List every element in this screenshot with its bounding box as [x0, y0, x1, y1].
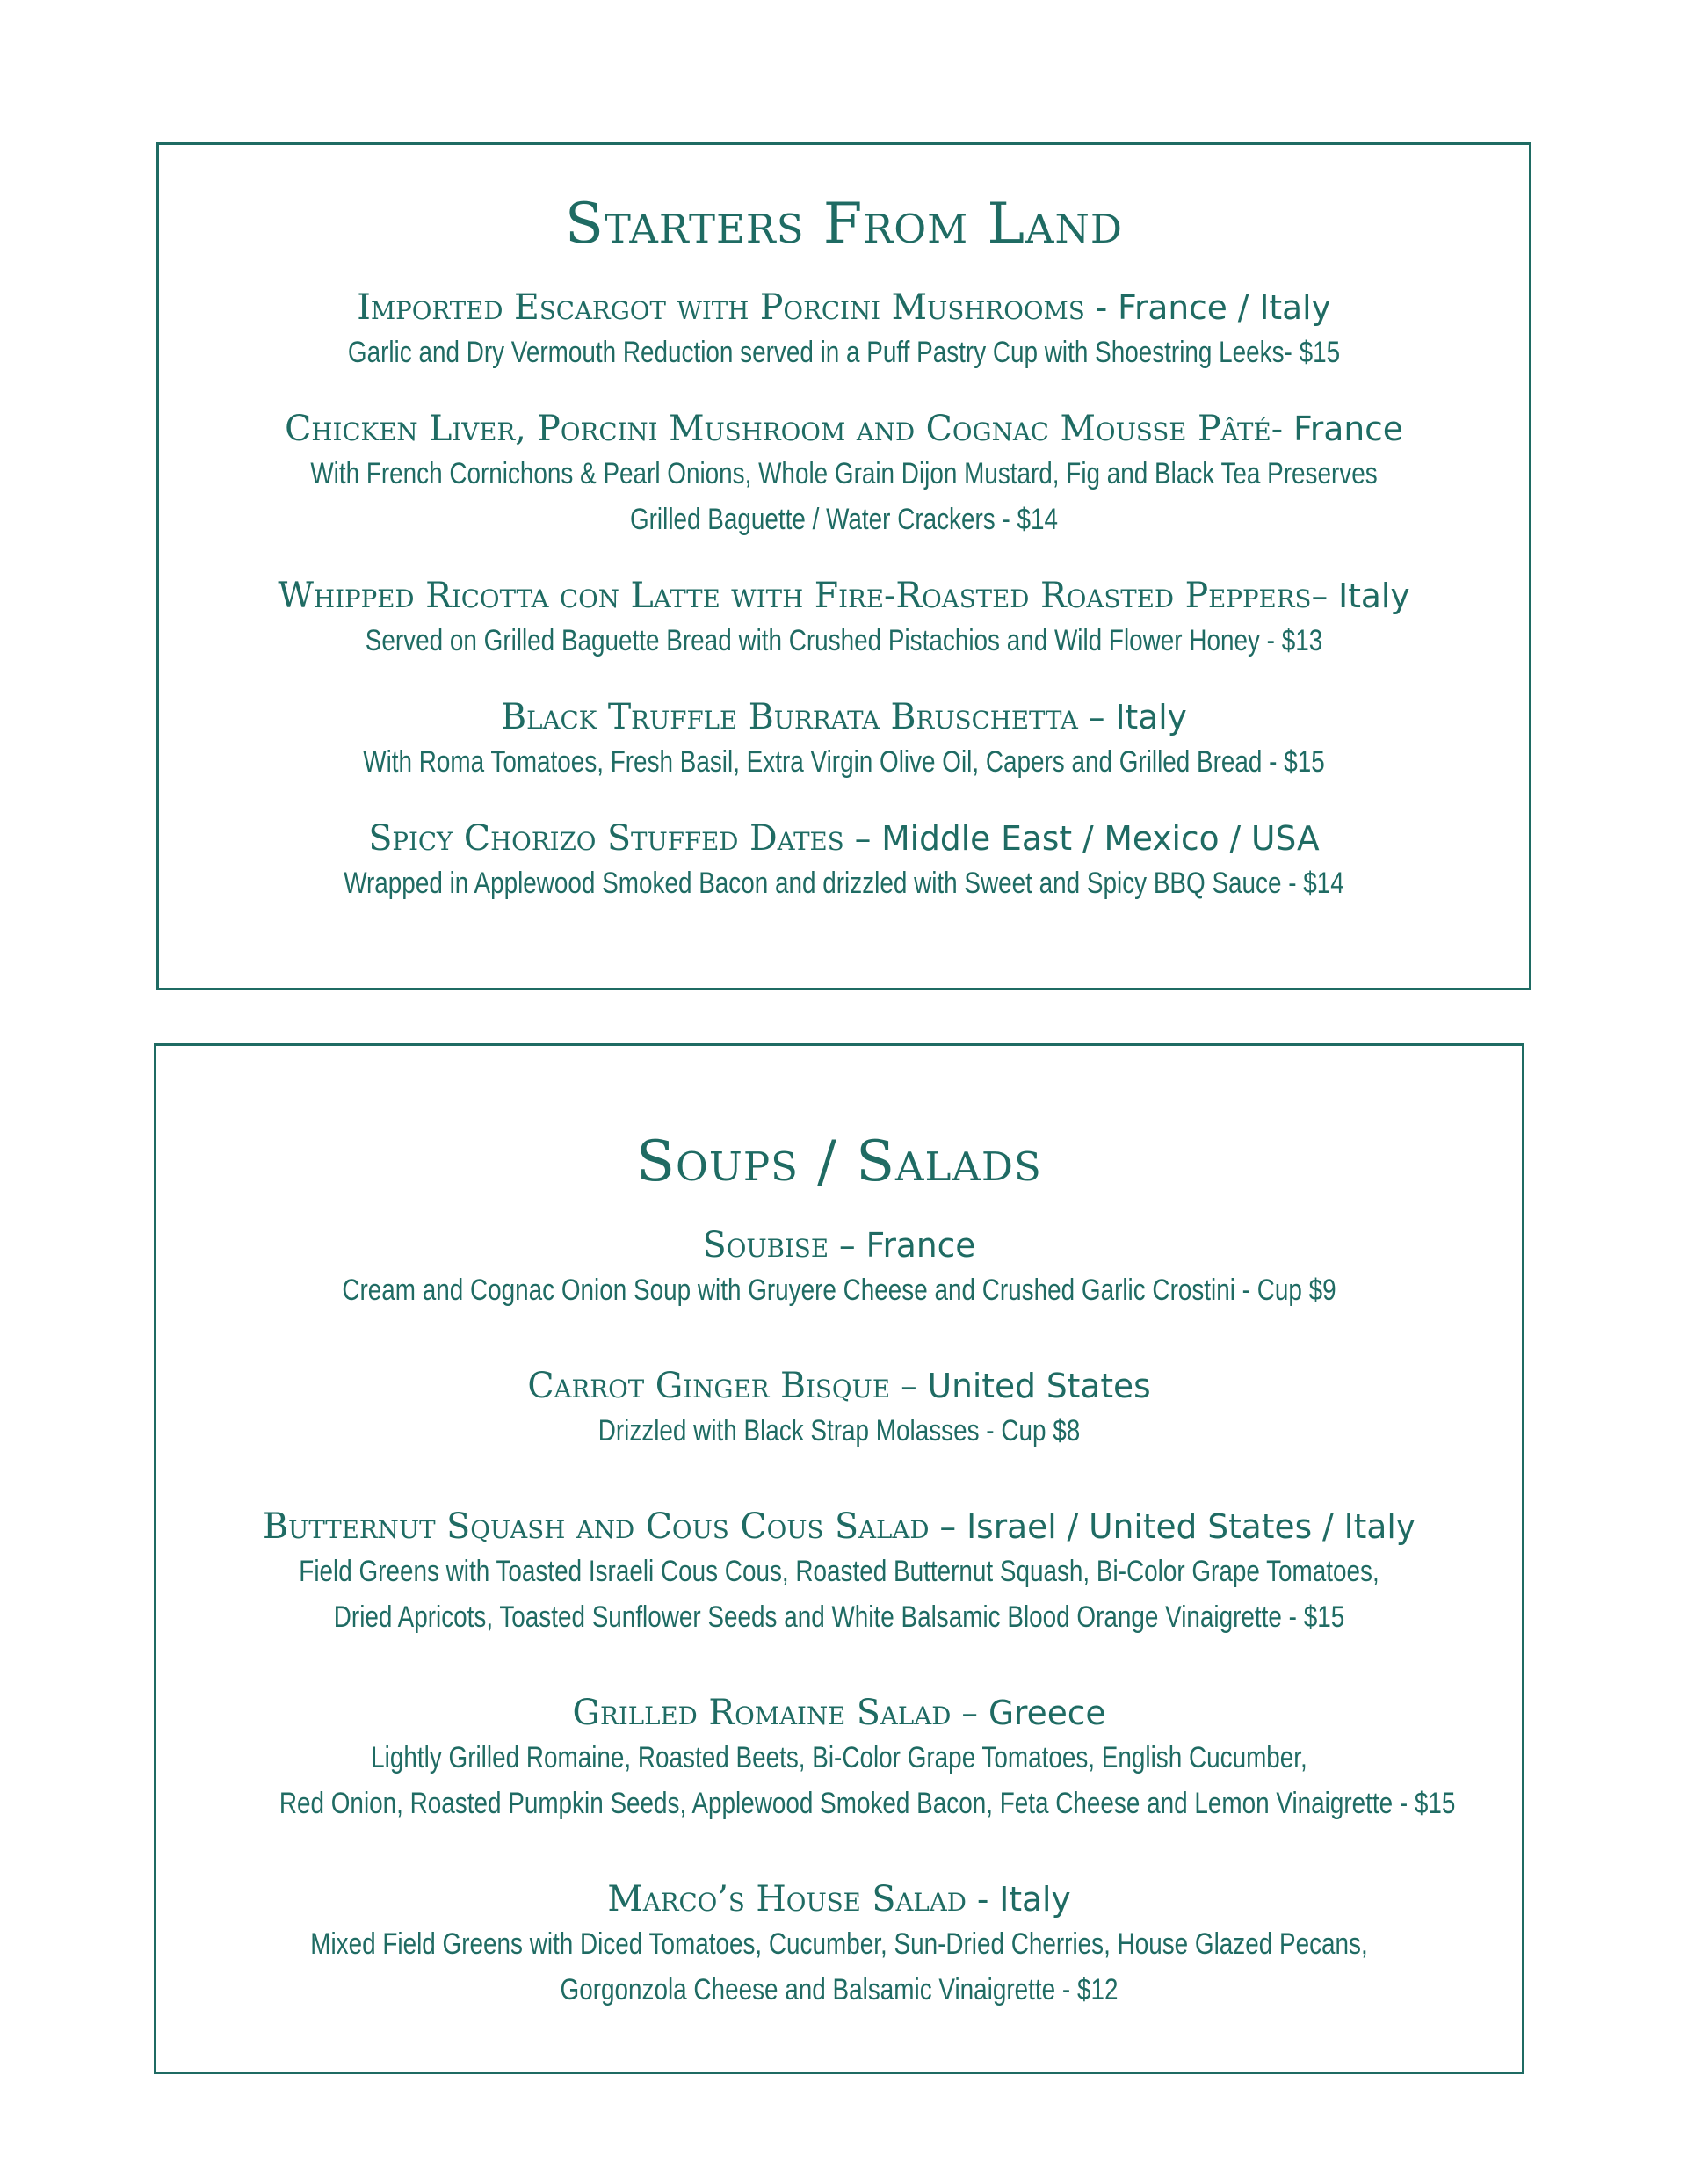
item-heading — [165, 1223, 1513, 1267]
menu-item-whipped-ricotta — [159, 574, 1529, 664]
starters-from-land-section — [156, 142, 1531, 990]
item-name: Chicken Liver, Porcini Mushroom and Cognac Mousse Pâté — [285, 409, 1271, 449]
item-heading — [165, 1877, 1513, 1921]
item-heading — [165, 1505, 1513, 1549]
item-description: Field Greens with Toasted Israeli Cous Cous, Roasted Butternut Squash, Bi-Color Grape Tomatoes, — [299, 1555, 1379, 1588]
section-title: Soups / Salads — [636, 1129, 1042, 1194]
item-origin: – United States — [890, 1367, 1151, 1405]
item-origin: - Italy — [966, 1880, 1071, 1919]
menu-item-carrot-ginger-bisque — [156, 1364, 1522, 1454]
menu-item-soubise — [156, 1223, 1522, 1313]
soups-salads-section — [154, 1043, 1524, 2074]
menu-item-burrata-bruschetta — [159, 695, 1529, 785]
item-name: Spicy Chorizo Stuffed Dates — [368, 818, 844, 859]
item-description: Grilled Baguette / Water Crackers - $14 — [629, 503, 1059, 536]
item-description: With Roma Tomatoes, Fresh Basil, Extra Virgin Olive Oil, Capers and Grilled Bread - $15 — [363, 745, 1325, 779]
item-origin: – Greece — [951, 1694, 1106, 1732]
item-description: Cream and Cognac Onion Soup with Gruyere Cheese and Crushed Garlic Crostini - Cup $9 — [342, 1273, 1336, 1307]
item-name: Marco’s House Salad — [607, 1879, 967, 1919]
item-heading — [168, 286, 1520, 330]
item-heading — [168, 816, 1520, 860]
item-description: Red Onion, Roasted Pumpkin Seeds, Applewood Smoked Bacon, Feta Cheese and Lemon Vinaigrette - $15 — [279, 1787, 1456, 1820]
item-origin: - France — [1271, 410, 1403, 448]
menu-item-marcos-house-salad — [156, 1877, 1522, 2013]
menu-item-escargot — [159, 286, 1529, 375]
item-origin: – Middle East / Mexico / USA — [844, 819, 1320, 858]
menu-item-chorizo-dates — [159, 816, 1529, 906]
item-description: Wrapped in Applewood Smoked Bacon and drizzled with Sweet and Spicy BBQ Sauce - $14 — [344, 867, 1344, 900]
item-heading — [168, 407, 1520, 451]
item-origin: – Italy — [1077, 698, 1187, 736]
item-name: Butternut Squash and Cous Cous Salad — [263, 1506, 930, 1547]
item-origin: – France — [829, 1226, 976, 1265]
item-description: Gorgonzola Cheese and Balsamic Vinaigrette - $12 — [560, 1973, 1119, 2006]
item-description: Garlic and Dry Vermouth Reduction served in a Puff Pastry Cup with Shoestring Leeks- $15 — [347, 336, 1341, 369]
item-name: Grilled Romaine Salad — [572, 1693, 952, 1733]
item-heading — [165, 1691, 1513, 1735]
item-description: Dried Apricots, Toasted Sunflower Seeds and White Balsamic Blood Orange Vinaigrette - $15 — [333, 1600, 1345, 1634]
item-description: Served on Grilled Baguette Bread with Crushed Pistachios and Wild Flower Honey - $13 — [365, 624, 1323, 657]
section-title: Starters From Land — [565, 192, 1123, 257]
item-description: Drizzled with Black Strap Molasses - Cup $8 — [597, 1414, 1081, 1448]
item-origin: – Israel / United States / Italy — [929, 1507, 1415, 1546]
menu-item-chicken-liver-pate — [159, 407, 1529, 542]
menu-item-grilled-romaine-salad — [156, 1691, 1522, 1826]
item-name: Imported Escargot with Porcini Mushrooms — [357, 287, 1085, 328]
item-description: Lightly Grilled Romaine, Roasted Beets, Bi-Color Grape Tomatoes, English Cucumber, — [371, 1741, 1307, 1774]
item-name: Soubise — [702, 1225, 829, 1266]
item-heading — [168, 574, 1520, 618]
item-heading — [168, 695, 1520, 739]
menu-item-butternut-squash-salad — [156, 1505, 1522, 1640]
item-heading — [165, 1364, 1513, 1408]
item-description: With French Cornichons & Pearl Onions, Whole Grain Dijon Mustard, Fig and Black Tea Preserves — [310, 457, 1378, 490]
item-name: Whipped Ricotta con Latte with Fire-Roasted Roasted Peppers — [278, 576, 1312, 616]
item-origin: – Italy — [1311, 577, 1410, 615]
item-description: Mixed Field Greens with Diced Tomatoes, Cucumber, Sun-Dried Cherries, House Glazed Pecans, — [310, 1927, 1368, 1961]
item-name: Black Truffle Burrata Bruschetta — [501, 697, 1078, 737]
item-name: Carrot Ginger Bisque — [527, 1366, 891, 1406]
item-origin: - France / Italy — [1084, 288, 1331, 327]
